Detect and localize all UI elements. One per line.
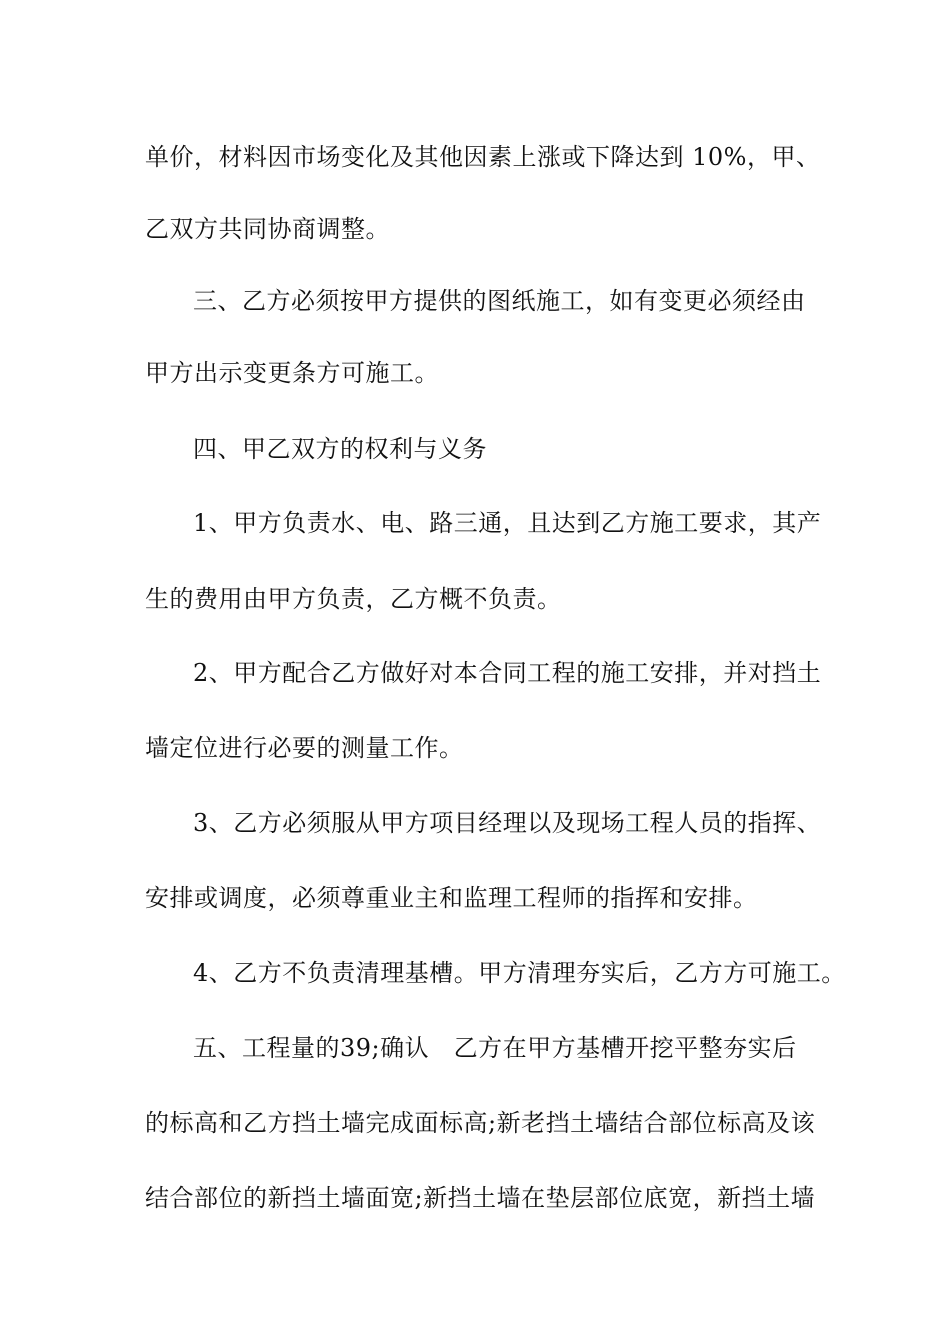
paragraph-line: 1、甲方负责水、电、路三通，且达到乙方施工要求，其产 xyxy=(193,509,822,537)
section-heading: 四、甲乙双方的权利与义务 xyxy=(193,435,487,463)
paragraph-line: 安排或调度，必须尊重业主和监理工程师的指挥和安排。 xyxy=(145,884,758,912)
paragraph-line: 墙定位进行必要的测量工作。 xyxy=(145,734,464,762)
paragraph-line: 2、甲方配合乙方做好对本合同工程的施工安排，并对挡土 xyxy=(193,659,822,687)
paragraph-line: 3、乙方必须服从甲方项目经理以及现场工程人员的指挥、 xyxy=(193,809,822,837)
paragraph-line: 单价，材料因市场变化及其他因素上涨或下降达到 10%，甲、 xyxy=(145,143,821,171)
paragraph-line: 4、乙方不负责清理基槽。甲方清理夯实后，乙方方可施工。 xyxy=(193,959,846,987)
paragraph-line: 三、乙方必须按甲方提供的图纸施工，如有变更必须经由 xyxy=(193,287,806,315)
paragraph-line: 乙双方共同协商调整。 xyxy=(145,215,390,243)
section-heading: 五、工程量的39;确认 乙方在甲方基槽开挖平整夯实后 xyxy=(193,1034,797,1062)
paragraph-line: 甲方出示变更条方可施工。 xyxy=(145,359,439,387)
paragraph-line: 生的费用由甲方负责，乙方概不负责。 xyxy=(145,585,562,613)
paragraph-line: 的标高和乙方挡土墙完成面标高;新老挡土墙结合部位标高及该 xyxy=(145,1109,816,1137)
paragraph-line: 结合部位的新挡土墙面宽;新挡土墙在垫层部位底宽，新挡土墙 xyxy=(145,1184,816,1212)
